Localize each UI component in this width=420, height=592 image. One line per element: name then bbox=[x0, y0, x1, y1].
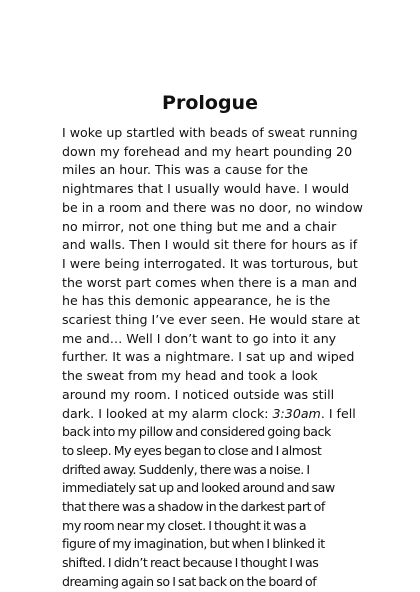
text-line: drifted away. Suddenly, there was a noise. I bbox=[62, 461, 310, 477]
text-line: scariest thing I’ve ever seen. He would stare at bbox=[62, 312, 360, 328]
text-line: he has this demonic appearance, he is the bbox=[62, 293, 331, 309]
text-line: miles an hour. This was a cause for the bbox=[62, 162, 308, 178]
alarm-line-tail: . I fell bbox=[320, 405, 356, 421]
chapter-heading: Prologue bbox=[162, 92, 258, 114]
text-line: the sweat from my head and took a look bbox=[62, 368, 318, 384]
alarm-time: 3:30am bbox=[272, 405, 321, 421]
text-line: my room near my closet. I thought it was a bbox=[62, 517, 307, 533]
text-line: I were being interrogated. It was torturous, but bbox=[62, 255, 358, 271]
text-line: and walls. Then I would sit there for hours as if bbox=[62, 237, 358, 253]
alarm-line-lead: dark. I looked at my alarm clock: bbox=[62, 405, 273, 421]
text-line: immediately sat up and looked around and saw bbox=[62, 480, 335, 496]
text-line: further. It was a nightmare. I sat up and wiped bbox=[62, 349, 355, 365]
text-line: me and… Well I don’t want to go into it any bbox=[62, 330, 337, 346]
text-line: figure of my imagination, but when I blinked it bbox=[62, 536, 325, 552]
text-line: nightmares that I usually would have. I would bbox=[62, 181, 350, 197]
text-line: down my forehead and my heart pounding 20 bbox=[62, 143, 353, 159]
prologue-body bbox=[62, 124, 362, 592]
alarm-line bbox=[62, 405, 362, 424]
text-line: back into my pillow and considered going back bbox=[62, 424, 331, 440]
text-line: no mirror, not one thing but me and a chair bbox=[62, 218, 337, 234]
text-line: that there was a shadow in the darkest part of bbox=[62, 499, 325, 515]
text-line: shifted. I didn’t react because I thought I was bbox=[62, 555, 319, 571]
text-line: to sleep. My eyes began to close and I almost bbox=[62, 442, 322, 458]
text-line: around my room. I noticed outside was still bbox=[62, 386, 335, 402]
text-line: be in a room and there was no door, no window bbox=[62, 199, 363, 215]
text-line: I woke up startled with beads of sweat running bbox=[62, 125, 358, 140]
text-line: dreaming again so I sat back on the board of bbox=[62, 573, 317, 589]
text-line: the worst part comes when there is a man and bbox=[62, 274, 358, 290]
